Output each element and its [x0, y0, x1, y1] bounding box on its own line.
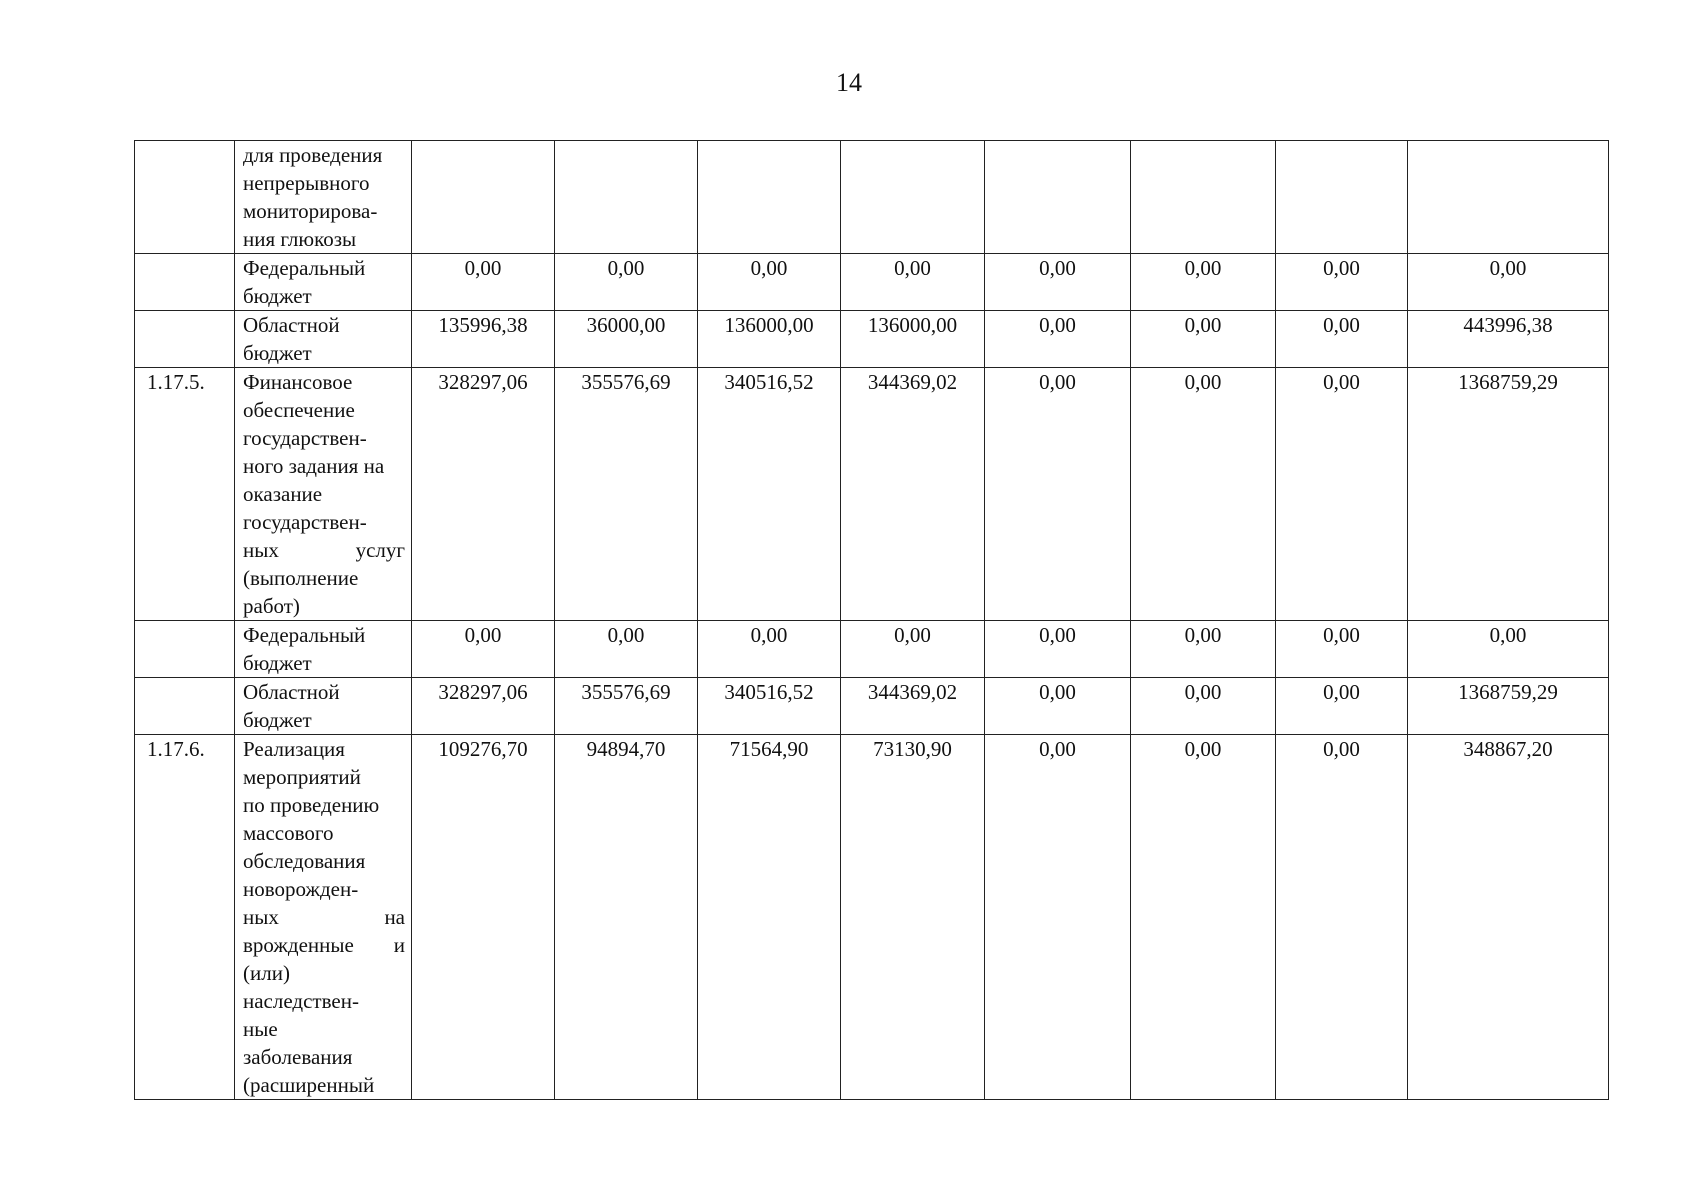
value-cell: 36000,00 [555, 311, 698, 368]
label-line: для проведения [243, 143, 383, 167]
row-label-cell [235, 368, 412, 621]
label-line: государствен- [243, 426, 367, 450]
value-cell: 0,00 [841, 254, 985, 311]
label-line: заболевания [243, 1045, 353, 1069]
value-cell: 0,00 [1276, 735, 1408, 1100]
value-cell: 355576,69 [555, 678, 698, 735]
label-line: непрерывного [243, 171, 370, 195]
value-cell: 443996,38 [1408, 311, 1609, 368]
value-cell: 344369,02 [841, 368, 985, 621]
row-index-cell: 1.17.6. [135, 735, 235, 1100]
value-cell: 0,00 [985, 368, 1131, 621]
value-cell: 109276,70 [412, 735, 555, 1100]
value-cell: 0,00 [985, 621, 1131, 678]
value-cell: 0,00 [555, 254, 698, 311]
label-line: Реализация [243, 737, 345, 761]
label-line: бюджет [243, 284, 312, 308]
label-line: работ) [243, 594, 300, 618]
value-cell: 0,00 [1276, 678, 1408, 735]
value-cell: 73130,90 [841, 735, 985, 1100]
value-cell: 340516,52 [698, 678, 841, 735]
label-line: Областной [243, 313, 340, 337]
value-cell: 0,00 [1131, 735, 1276, 1100]
row-index-cell [135, 141, 235, 254]
value-cell: 0,00 [985, 311, 1131, 368]
label-line: ного задания на [243, 454, 385, 478]
label-word: на [384, 905, 405, 929]
value-cell: 0,00 [985, 735, 1131, 1100]
row-label-cell [235, 254, 412, 311]
table-row [135, 678, 1609, 735]
value-cell: 340516,52 [698, 368, 841, 621]
value-cell: 135996,38 [412, 311, 555, 368]
row-label-cell [235, 678, 412, 735]
budget-table-container [134, 140, 1608, 1100]
table-row [135, 254, 1609, 311]
label-line: бюджет [243, 341, 312, 365]
value-cell: 328297,06 [412, 678, 555, 735]
label-line [243, 931, 405, 959]
page-number: 14 [836, 68, 862, 97]
label-word: ных [243, 905, 279, 929]
value-cell: 94894,70 [555, 735, 698, 1100]
value-cell: 0,00 [1408, 254, 1609, 311]
value-cell [1131, 141, 1276, 254]
label-line [243, 536, 405, 564]
value-cell: 1368759,29 [1408, 678, 1609, 735]
label-line: оказание [243, 482, 323, 506]
value-cell: 348867,20 [1408, 735, 1609, 1100]
value-cell [412, 141, 555, 254]
value-cell: 0,00 [555, 621, 698, 678]
label-line: ния глюкозы [243, 227, 357, 251]
table-row [135, 621, 1609, 678]
value-cell [555, 141, 698, 254]
value-cell: 0,00 [698, 254, 841, 311]
value-cell: 0,00 [1131, 254, 1276, 311]
value-cell: 136000,00 [841, 311, 985, 368]
label-word: врожденные [243, 933, 354, 957]
table-row [135, 141, 1609, 254]
label-line: Финансовое [243, 370, 353, 394]
value-cell: 328297,06 [412, 368, 555, 621]
budget-table [134, 140, 1609, 1100]
label-line: обследования [243, 849, 366, 873]
label-line: Федеральный [243, 256, 366, 280]
value-cell [1408, 141, 1609, 254]
value-cell: 0,00 [985, 254, 1131, 311]
row-label-cell [235, 735, 412, 1100]
label-line: Федеральный [243, 623, 366, 647]
value-cell: 355576,69 [555, 368, 698, 621]
value-cell: 0,00 [1131, 368, 1276, 621]
label-line: ные [243, 1017, 278, 1041]
label-line: бюджет [243, 651, 312, 675]
row-label-cell [235, 141, 412, 254]
table-row [135, 311, 1609, 368]
label-line: бюджет [243, 708, 312, 732]
label-line: (расширенный [243, 1073, 375, 1097]
row-index-cell [135, 254, 235, 311]
value-cell: 0,00 [841, 621, 985, 678]
value-cell: 0,00 [412, 621, 555, 678]
label-word: и [393, 933, 405, 957]
row-index-cell [135, 678, 235, 735]
value-cell: 344369,02 [841, 678, 985, 735]
label-word: услуг [355, 538, 405, 562]
table-body [135, 141, 1609, 1100]
value-cell: 0,00 [1276, 368, 1408, 621]
row-index-cell [135, 621, 235, 678]
row-index-cell [135, 311, 235, 368]
value-cell: 0,00 [1131, 678, 1276, 735]
value-cell: 1368759,29 [1408, 368, 1609, 621]
value-cell [841, 141, 985, 254]
label-line: новорожден- [243, 877, 359, 901]
value-cell: 0,00 [985, 678, 1131, 735]
label-line: (или) [243, 961, 290, 985]
value-cell: 0,00 [1131, 621, 1276, 678]
label-line: Областной [243, 680, 340, 704]
label-line: мониторирова- [243, 199, 378, 223]
table-row [135, 368, 1609, 621]
value-cell: 0,00 [1276, 621, 1408, 678]
value-cell: 0,00 [698, 621, 841, 678]
value-cell [1276, 141, 1408, 254]
row-index-cell: 1.17.5. [135, 368, 235, 621]
value-cell: 136000,00 [698, 311, 841, 368]
label-line: по проведению [243, 793, 380, 817]
value-cell: 71564,90 [698, 735, 841, 1100]
value-cell: 0,00 [412, 254, 555, 311]
label-line: государствен- [243, 510, 367, 534]
value-cell: 0,00 [1131, 311, 1276, 368]
row-label-cell [235, 621, 412, 678]
label-line: наследствен- [243, 989, 359, 1013]
label-word: ных [243, 538, 279, 562]
label-line [243, 903, 405, 931]
value-cell: 0,00 [1276, 311, 1408, 368]
value-cell [985, 141, 1131, 254]
table-row [135, 735, 1609, 1100]
label-line: (выполнение [243, 566, 359, 590]
value-cell: 0,00 [1408, 621, 1609, 678]
value-cell [698, 141, 841, 254]
label-line: мероприятий [243, 765, 361, 789]
label-line: обеспечение [243, 398, 355, 422]
label-line: массового [243, 821, 334, 845]
value-cell: 0,00 [1276, 254, 1408, 311]
row-label-cell [235, 311, 412, 368]
